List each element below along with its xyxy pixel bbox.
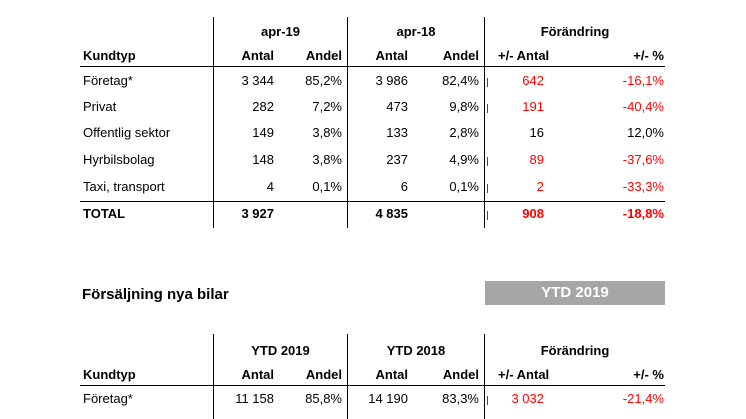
cell-andel-current: 85,2% [305, 73, 342, 88]
cell-andel-current: 85,8% [305, 391, 342, 406]
total-label: TOTAL [83, 206, 126, 221]
column-header-antal: Antal [241, 367, 274, 382]
cell-diff: 16 [529, 125, 544, 140]
cell-pct: -21,4% [622, 391, 664, 406]
cell-andel-previous: 2,8% [449, 125, 479, 140]
cell-andel-previous: 83,3% [442, 391, 479, 406]
column-header-andel: Andel [305, 48, 342, 63]
cell-diff: 191 [522, 99, 544, 114]
cell-antal-current: 3 344 [241, 73, 274, 88]
cell-andel-previous: 4,9% [449, 152, 479, 167]
negative-marker [487, 211, 488, 220]
cell-antal-previous: 3 986 [375, 73, 408, 88]
group-header-change: Förändring [540, 24, 610, 39]
cell-antal-current: 11 158 [235, 391, 274, 406]
cell-antal-previous: 6 [400, 179, 408, 194]
column-header-andel: Andel [442, 48, 479, 63]
row-label: Företag* [83, 73, 133, 88]
column-header-pct: +/- % [633, 48, 664, 63]
row-label: Hyrbilsbolag [83, 152, 155, 167]
negative-marker [487, 104, 488, 113]
cell-andel-previous: 9,8% [449, 99, 479, 114]
cell-diff: 2 [536, 179, 544, 194]
cell-antal-previous: 133 [386, 125, 408, 140]
row-label: Privat [83, 99, 117, 114]
total-antal-previous: 4 835 [375, 206, 408, 221]
column-header-andel: Andel [442, 367, 479, 382]
cell-pct: -37,6% [622, 152, 664, 167]
cell-antal-previous: 237 [386, 152, 408, 167]
negative-marker [487, 396, 488, 405]
total-rule [80, 201, 665, 202]
total-antal-current: 3 927 [241, 206, 274, 221]
negative-marker [487, 157, 488, 166]
cell-diff: 3 032 [511, 391, 544, 406]
cell-pct: -16,1% [622, 73, 664, 88]
total-pct: -18,8% [622, 206, 664, 221]
cell-andel-previous: 0,1% [449, 179, 479, 194]
column-header-antal: Antal [375, 367, 408, 382]
group-header-previous: YTD 2018 [386, 343, 446, 358]
section-title: Försäljning nya bilar [82, 286, 229, 303]
cell-antal-current: 148 [252, 152, 274, 167]
cell-diff: 642 [522, 73, 544, 88]
column-header-diff: +/- Antal [498, 367, 550, 382]
group-header-previous: apr-18 [396, 24, 436, 39]
cell-antal-previous: 473 [386, 99, 408, 114]
cell-andel-current: 3,8% [312, 152, 342, 167]
negative-marker [487, 184, 488, 193]
column-divider [484, 17, 485, 228]
negative-marker [487, 78, 488, 87]
column-header-kundtyp: Kundtyp [83, 367, 136, 382]
column-header-pct: +/- % [633, 367, 664, 382]
column-header-antal: Antal [241, 48, 274, 63]
cell-antal-current: 282 [252, 99, 274, 114]
cell-andel-previous: 82,4% [442, 73, 479, 88]
cell-andel-current: 0,1% [312, 179, 342, 194]
cell-pct: 12,0% [627, 125, 664, 140]
cell-pct: -33,3% [622, 179, 664, 194]
column-header-diff: +/- Antal [498, 48, 550, 63]
column-header-andel: Andel [305, 367, 342, 382]
row-label: Taxi, transport [83, 179, 165, 194]
column-header-antal: Antal [375, 48, 408, 63]
group-header-current: apr-19 [260, 24, 301, 39]
header-underline [80, 385, 665, 386]
group-header-change: Förändring [540, 343, 610, 358]
total-diff: 908 [522, 206, 544, 221]
cell-pct: -40,4% [622, 99, 664, 114]
cell-andel-current: 3,8% [312, 125, 342, 140]
cell-andel-current: 7,2% [312, 99, 342, 114]
period-badge: YTD 2019 [485, 281, 665, 305]
column-header-kundtyp: Kundtyp [83, 48, 136, 63]
row-label: Företag* [83, 391, 133, 406]
row-label: Offentlig sektor [83, 125, 171, 140]
group-header-current: YTD 2019 [251, 343, 310, 358]
header-underline [80, 66, 665, 67]
cell-diff: 89 [529, 152, 544, 167]
cell-antal-current: 149 [252, 125, 274, 140]
cell-antal-current: 4 [266, 179, 274, 194]
cell-antal-previous: 14 190 [368, 391, 408, 406]
